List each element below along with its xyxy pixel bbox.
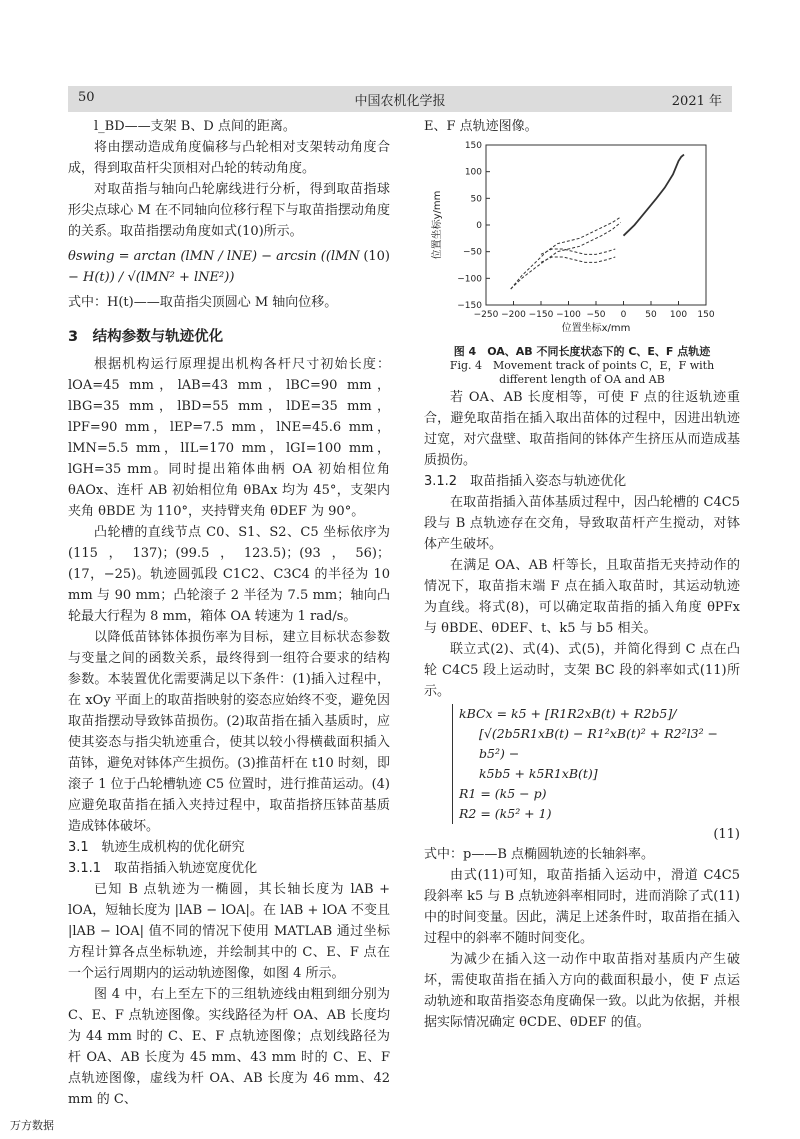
series-line-E-upper [511,217,621,289]
subsection-heading: 3.1 轨迹生成机构的优化研究 [68,840,245,855]
equation-line: kBCx = k5 + [R1R2xB(t) + R2b5]/ [459,706,677,721]
paragraph: 将由摆动造成角度偏移与凸轮相对支架转动角度合成，得到取苗杆尖顶相对凸轮的转动角度。 [68,140,390,176]
x-tick-label: −250 [473,310,499,320]
figure-caption-zh: 图 4 OA、AB 不同长度状态下的 C、E、F 点轨迹 [453,345,711,358]
paragraph: 式中：p——B 点椭圆轨迹的长轴斜率。 [424,847,655,862]
figure-caption-en-line2: different length of OA and AB [499,373,665,386]
paragraph: 已知 B 点轨迹为一椭圆，其长轴长度为 lAB + lOA，短轴长度为 |lAB − lOA|。在 lAB + lOA 不变且 |lAB − lOA| 值不同的情况下使用 MATLAB 通过坐标方程计算各点坐标轨迹，并绘制其中的 C、E、F 点在一个运行周期内的运动轨迹图像，如图 4 所示。 [68,882,390,981]
x-tick-label: 0 [620,310,627,320]
page-header [68,86,732,112]
figure-4 [424,137,740,387]
y-tick-label: 0 [476,221,482,231]
x-tick-label: −150 [528,310,554,320]
paragraph: 对取苗指与轴向凸轮廓线进行分析，得到取苗指球形尖点球心 M 在不同轴向位移行程下与取苗指摆动角度的关系。取苗指摆动角度如式(10)所示。 [68,182,390,239]
x-tick-label: −100 [556,310,581,320]
trajectory-chart [424,137,740,337]
equation-line: [√(2b5R1xB(t) − R1²xB(t)² + R2²l3² − b5²) − [479,726,719,761]
y-axis-label: 位置坐标y/mm [432,190,443,260]
section-heading: 3 结构参数与轨迹优化 [68,329,224,345]
paragraph: 在取苗指插入苗体基质过程中，因凸轮槽的 C4C5 段与 B 点轨迹存在交角，导致取苗杆产生搅动，对钵体产生破坏。 [424,495,740,552]
paragraph: 为减少在插入这一动作中取苗指对基质内产生破坏，需使取苗指在插入方向的截面积最小，使 F 点运动轨迹和取苗指姿态角度确保一致。以此为依据，并根据实际情况确定 θCDE、θDEF 的值。 [424,952,740,1030]
paragraph: l_BD——支架 B、D 点间的距离。 [94,119,296,134]
series-line-C [624,155,685,236]
x-tick-label: 150 [697,310,715,320]
x-tick-label: −50 [586,310,606,320]
y-tick-label: 50 [470,194,482,205]
x-axis-label: 位置坐标x/mm [561,323,631,334]
x-tick-label: −200 [501,310,526,320]
journal-name: 中国农机化学报 [354,94,446,109]
paragraph: 以降低苗钵钵体损伤率为目标，建立目标状态参数与变量之间的函数关系，最终得到一组符合要求的结构参数。本装置优化需要满足以下条件：(1)插入过程中，在 xOy 平面上的取苗指映射的姿态应始终不变，避免因取苗指摆动导致钵苗损伤。(2)取苗指在插入基质时，应使其姿态与指尖轨迹重合，使其以较小得横截面积插入苗钵，避免对钵体产生损伤。(3)推苗杆在 t10 时刻，即滚子 1 位于凸轮槽轨迹 C5 位置时，进行推苗运动。(4)应避免取苗指在插入夹持过程中，取苗指挤压钵苗基质造成钵体破坏。 [68,630,390,834]
equation-line: R1 = (k5 − p) [459,786,547,801]
y-tick-label: −150 [457,301,482,311]
subsubsection-heading: 3.1.2 取苗指插入姿态与轨迹优化 [424,474,627,489]
y-tick-label: −50 [463,247,482,258]
year: 2021 年 [671,94,722,109]
paragraph: 凸轮槽的直线节点 C0、S1、S2、C5 坐标依序为(115，137)；(99.5，123.5)；(93，56)；(17，−25)。轨迹圆弧段 C1C2、C3C4 的半径为 10 mm 与 90 mm；凸轮滚子 2 半径为 7.5 mm；轴向凸轮最大行程为 8 mm，箱体 OA 转速为 1 rad/s。 [68,525,390,624]
equation-11 [452,704,740,824]
equation-line: R2 = (k5² + 1) [459,806,552,821]
series-line-E-lower [511,222,621,289]
figure-caption-en-line1: Fig. 4 Movement track of points C，E，F with [449,359,715,372]
page-number: 50 [78,90,95,105]
subsubsection-heading: 3.1.1 取苗指插入轨迹宽度优化 [68,861,258,876]
equation-number: (10) [363,249,390,264]
y-tick-label: 100 [464,167,482,178]
y-tick-label: 150 [464,141,482,151]
equation-line: k5b5 + k5R1xB(t)] [479,766,598,781]
footer-logo: 万方数据 [10,1119,54,1132]
paragraph: 式中：H(t)——取苗指尖顶圆心 M 轴向位移。 [68,295,338,310]
paragraph: 在满足 OA、AB 杆等长，且取苗指无夹持动作的情况下，取苗指末端 F 点在插入取苗时，其运动轨迹为直线。将式(8)，可以确定取苗指的插入角度 θPFx 与 θBDE、θDEF、t、k5 与 b5 相关。 [424,558,740,636]
y-tick-label: −100 [457,274,482,285]
equation-body: θswing = arctan (lMN / lNE) − arcsin ((lMN − H(t)) / √(lMN² + lNE²)) [68,249,360,285]
paragraph: 由式(11)可知，取苗指插入运动中，滑道 C4C5 段斜率 k5 与 B 点轨迹斜率相同时，进而消除了式(11)中的时间变量。因此，满足上述条件时，取苗指在插入过程中的斜率不随时间变化。 [424,868,740,946]
x-tick-label: 100 [669,310,688,320]
left-column [68,116,390,1110]
paragraph: 图 4 中，右上至左下的三组轨迹线由粗到细分别为 C、E、F 点轨迹图像。实线路径为杆 OA、AB 长度均为 44 mm 时的 C、E、F 点轨迹图像；点划线路径为杆 OA、AB 长度为 45 mm、43 mm 时的 C、E、F 点轨迹图像，虚线为杆 OA、AB 长度为 46 mm、42 mm 的 C、 [68,987,390,1107]
paragraph: E、F 点轨迹图像。 [424,119,538,134]
paragraph: 联立式(2)、式(4)、式(5)，并简化得到 C 点在凸轮 C4C5 段上运动时，支架 BC 段的斜率如式(11)所示。 [424,642,740,699]
equation-10 [68,246,390,288]
equation-number: (11) [713,827,740,842]
right-column [424,116,740,1033]
x-tick-label: 50 [645,310,657,320]
paragraph: 根据机构运行原理提出机构各杆尺寸初始长度：lOA=45 mm，lAB=43 mm，lBC=90 mm，lBG=35 mm，lBD=55 mm，lDE=35 mm，lPF=90 mm，lEP=7.5 mm，lNE=45.6 mm，lMN=5.5 mm，lIL=170 mm，lGI=100 mm，lGH=35 mm。同时提出箱体曲柄 OA 初始相位角 θAOx、连杆 AB 初始相位角 θBAx 均为 45°，支架内夹角 θBDE 为 110°，夹持臂夹角 θDEF 为 90°。 [68,357,390,519]
series-line-F-lower [541,257,615,262]
paragraph: 若 OA、AB 长度相等，可使 F 点的往返轨迹重合，避免取苗指在插入取出苗体的过程中，因进出轨迹过宽，对穴盘壁、取苗指间的钵体产生挤压从而造成基质损伤。 [424,390,740,468]
series-line-F-upper [541,249,615,254]
